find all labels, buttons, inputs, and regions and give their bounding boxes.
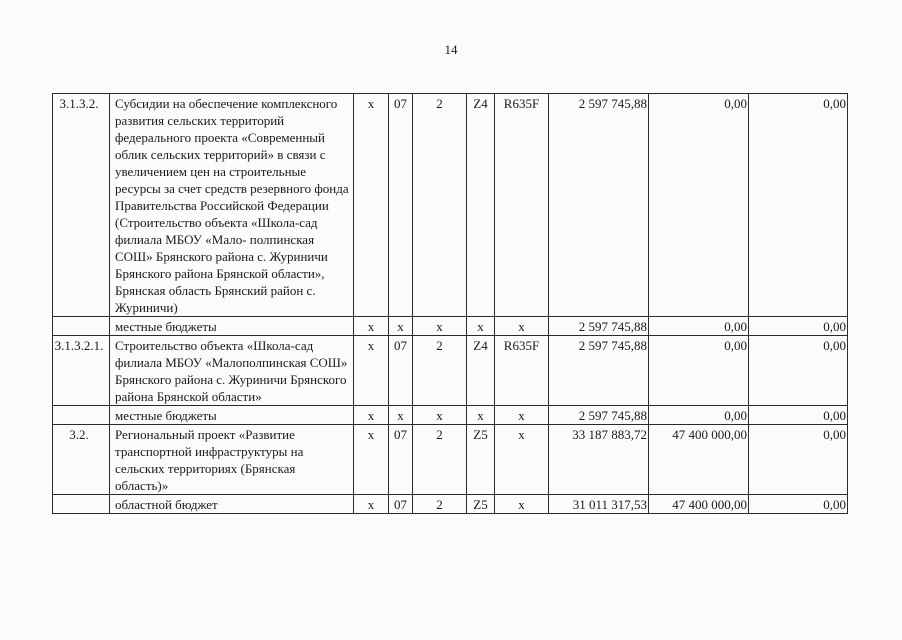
- budget-table: [52, 93, 848, 514]
- row-name: местные бюджеты: [110, 406, 354, 425]
- row-number: [53, 495, 110, 514]
- code-5: x: [495, 495, 549, 514]
- value-1: 2 597 745,88: [549, 317, 649, 336]
- table-row: [53, 425, 848, 495]
- code-1: x: [354, 495, 389, 514]
- value-3: 0,00: [749, 425, 848, 495]
- row-number: [53, 406, 110, 425]
- value-2: 47 400 000,00: [649, 425, 749, 495]
- row-name: Строительство объекта «Школа-сад филиала МБОУ «Малополпинская СОШ» Брянского района с. Журиничи Брянского района Брянской области»: [110, 336, 354, 406]
- code-5: x: [495, 317, 549, 336]
- code-3: x: [413, 317, 467, 336]
- value-2: 0,00: [649, 406, 749, 425]
- code-1: x: [354, 317, 389, 336]
- row-number: 3.1.3.2.: [53, 94, 110, 317]
- value-2: 0,00: [649, 336, 749, 406]
- code-2: x: [389, 317, 413, 336]
- table-row: [53, 336, 848, 406]
- code-4: x: [467, 317, 495, 336]
- value-2: 0,00: [649, 94, 749, 317]
- code-5: R635F: [495, 336, 549, 406]
- code-4: Z4: [467, 336, 495, 406]
- code-2: 07: [389, 336, 413, 406]
- row-name: Субсидии на обеспечение комплексного развития сельских территорий федерального проекта «Современный облик сельских территорий» в связи с увеличением цен на строительные ресурсы за счет средств резервного фонда Правительства Российской Федерации (Строительство объекта «Школа-сад филиала МБОУ «Мало- полпинская СОШ» Брянского района с. Журиничи Брянского района Брянской области», Брянская область Брянский район с. Журиничи): [110, 94, 354, 317]
- code-3: 2: [413, 425, 467, 495]
- code-3: 2: [413, 495, 467, 514]
- row-number: [53, 317, 110, 336]
- row-number: 3.1.3.2.1.: [53, 336, 110, 406]
- value-1: 33 187 883,72: [549, 425, 649, 495]
- code-3: 2: [413, 94, 467, 317]
- value-3: 0,00: [749, 336, 848, 406]
- code-3: 2: [413, 336, 467, 406]
- code-4: x: [467, 406, 495, 425]
- value-1: 2 597 745,88: [549, 336, 649, 406]
- code-5: R635F: [495, 94, 549, 317]
- code-2: x: [389, 406, 413, 425]
- value-2: 0,00: [649, 317, 749, 336]
- table-row: [53, 495, 848, 514]
- code-1: x: [354, 406, 389, 425]
- value-1: 31 011 317,53: [549, 495, 649, 514]
- code-4: Z4: [467, 94, 495, 317]
- value-3: 0,00: [749, 495, 848, 514]
- table-row: [53, 406, 848, 425]
- table-row: [53, 94, 848, 317]
- value-3: 0,00: [749, 94, 848, 317]
- code-4: Z5: [467, 495, 495, 514]
- code-3: x: [413, 406, 467, 425]
- value-3: 0,00: [749, 406, 848, 425]
- code-2: 07: [389, 94, 413, 317]
- row-name: местные бюджеты: [110, 317, 354, 336]
- code-5: x: [495, 425, 549, 495]
- code-5: x: [495, 406, 549, 425]
- table-row: [53, 317, 848, 336]
- code-1: x: [354, 94, 389, 317]
- value-1: 2 597 745,88: [549, 94, 649, 317]
- code-1: x: [354, 336, 389, 406]
- value-1: 2 597 745,88: [549, 406, 649, 425]
- row-name: Региональный проект «Развитие транспортной инфраструктуры на сельских территориях (Брянская область)»: [110, 425, 354, 495]
- row-number: 3.2.: [53, 425, 110, 495]
- value-2: 47 400 000,00: [649, 495, 749, 514]
- code-2: 07: [389, 425, 413, 495]
- code-2: 07: [389, 495, 413, 514]
- value-3: 0,00: [749, 317, 848, 336]
- code-4: Z5: [467, 425, 495, 495]
- row-name: областной бюджет: [110, 495, 354, 514]
- page-number: 14: [444, 42, 458, 57]
- code-1: x: [354, 425, 389, 495]
